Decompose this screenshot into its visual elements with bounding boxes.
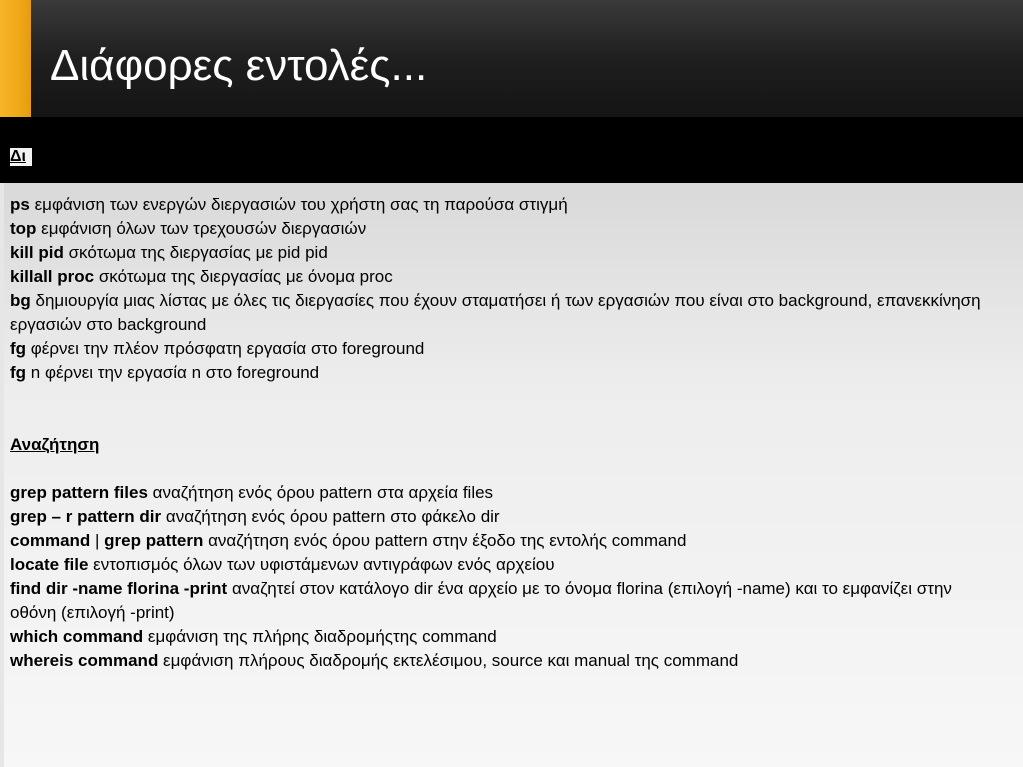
search-section-heading: Αναζήτηση	[10, 435, 100, 454]
command-description: αναζητεί στον κατάλογο dir ένα αρχείο με το όνομα florina (επιλογή -name) και το εμφανίζει στην οθόνη (επιλογή -print)	[10, 579, 952, 622]
command-line	[10, 337, 1000, 361]
command-description: δημιουργία μιας λίστας με όλες τις διεργασίες που έχουν σταματήσει ή των εργασιών που είναι στο background, επανεκκίνηση εργασιών στο background	[10, 291, 981, 334]
command-line	[10, 529, 1000, 553]
command-description: σκότωμα της διεργασίας με pid pid	[63, 243, 328, 262]
command-line	[10, 265, 1000, 289]
spacer	[10, 457, 1000, 481]
command-name: fg	[10, 363, 27, 382]
command-line	[10, 289, 1000, 337]
slide-content	[10, 193, 1000, 673]
command-line	[10, 481, 1000, 505]
command-description: εμφάνιση όλων των τρεχουσών διεργασιών	[36, 219, 367, 238]
truncated-band-label: Δι	[10, 148, 32, 166]
command-line	[10, 577, 1000, 625]
command-description: αναζήτηση ενός όρου pattern στην έξοδο της εντολής command	[203, 531, 687, 550]
command-description: αναζήτηση ενός όρου pattern στα αρχεία files	[147, 483, 494, 502]
command-name: whereis command	[10, 651, 159, 670]
command-line	[10, 241, 1000, 265]
command-description: εμφάνιση της πλήρης διαδρομήςτης command	[143, 627, 497, 646]
command-line	[10, 649, 1000, 673]
command-name: kill pid	[10, 243, 64, 262]
command-name: command	[10, 531, 91, 550]
command-line	[10, 193, 1000, 217]
orange-accent-bar	[0, 0, 31, 117]
command-name: grep pattern files	[10, 483, 148, 502]
pipe-separator: |	[90, 531, 105, 550]
command-description: n φέρνει την εργασία n στο foreground	[26, 363, 320, 382]
command-description: εμφάνιση των ενεργών διεργασιών του χρήστη σας τη παρούσα στιγμή	[29, 195, 568, 214]
command-name: which command	[10, 627, 144, 646]
command-name: killall proc	[10, 267, 95, 286]
command-description: σκότωμα της διεργασίας με όνομα proc	[94, 267, 393, 286]
spacer	[10, 385, 1000, 409]
command-description: εντοπισμός όλων των υφιστάμενων αντιγράφων ενός αρχείου	[88, 555, 555, 574]
command-name: fg	[10, 339, 27, 358]
command-name: bg	[10, 291, 31, 310]
command-line	[10, 217, 1000, 241]
spacer	[10, 409, 1000, 433]
command-name: ps	[10, 195, 30, 214]
command-line	[10, 553, 1000, 577]
command-name: locate file	[10, 555, 89, 574]
command-name-2: grep pattern	[104, 531, 204, 550]
command-line	[10, 361, 1000, 385]
command-name: top	[10, 219, 37, 238]
command-description: εμφάνιση πλήρους διαδρομής εκτελέσιμου, source και manual της command	[158, 651, 739, 670]
command-description: αναζήτηση ενός όρου pattern στο φάκελο dir	[161, 507, 500, 526]
process-commands-list	[10, 193, 1000, 385]
black-band	[0, 117, 1023, 183]
command-name: grep – r pattern dir	[10, 507, 162, 526]
command-name: find dir -name florina -print	[10, 579, 228, 598]
search-commands-list	[10, 481, 1000, 673]
command-line	[10, 505, 1000, 529]
slide-title: Διάφορες εντολές...	[50, 41, 428, 90]
command-description: φέρνει την πλέον πρόσφατη εργασία στο foreground	[26, 339, 425, 358]
command-line	[10, 625, 1000, 649]
